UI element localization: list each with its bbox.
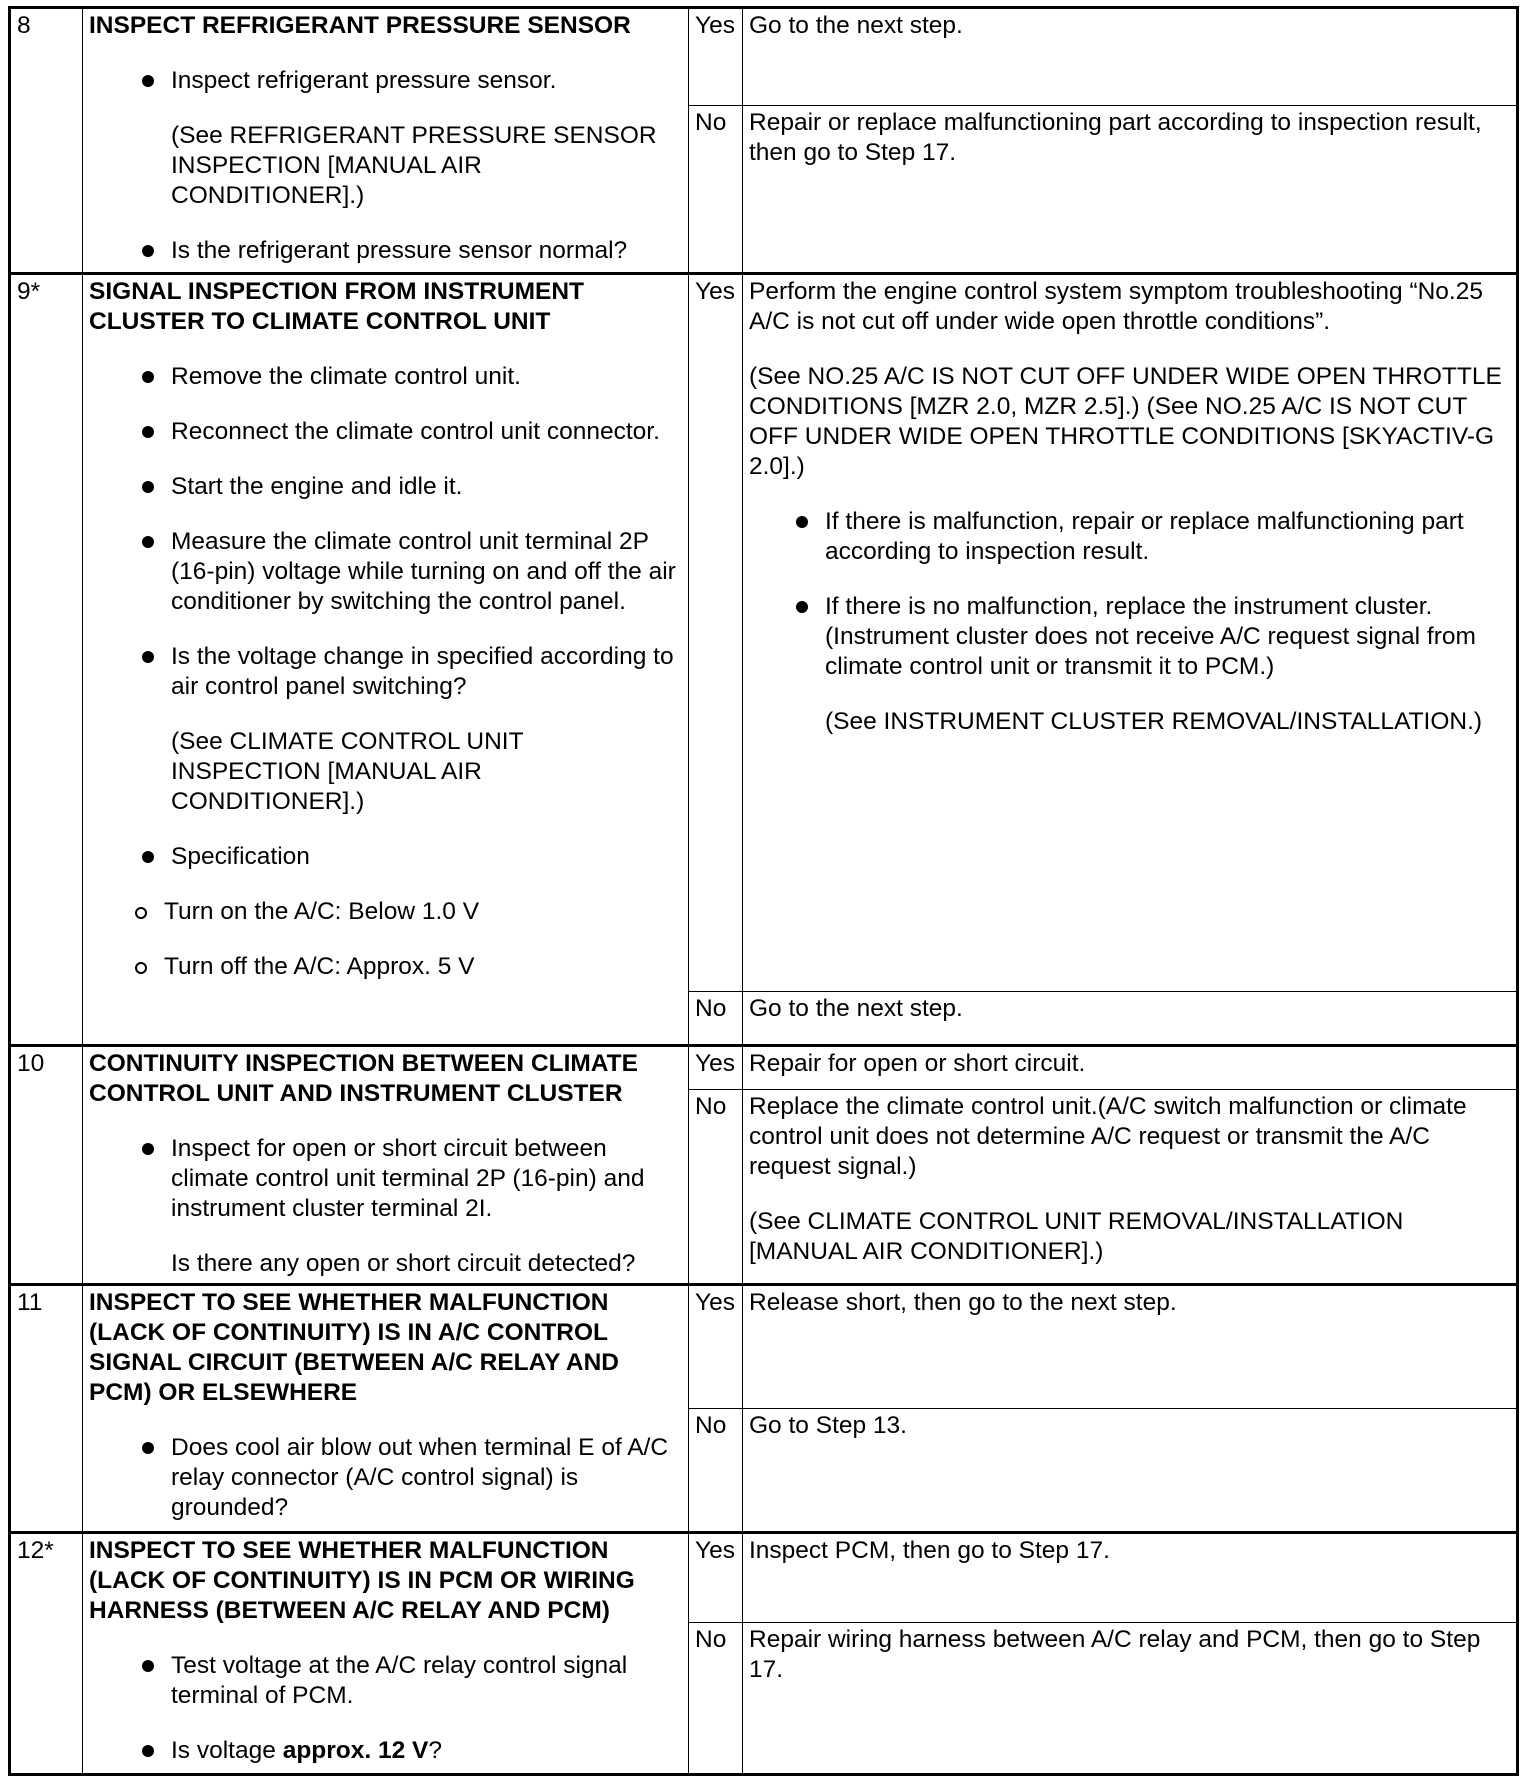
result-bullet bbox=[825, 592, 1510, 737]
no-result bbox=[743, 1089, 1518, 1284]
action-bullet: Reconnect the climate control unit connector. bbox=[171, 417, 678, 447]
action-bullet bbox=[164, 842, 678, 982]
action-list bbox=[89, 362, 678, 982]
action-text: Is voltage bbox=[171, 1737, 283, 1764]
spec-list bbox=[89, 897, 678, 982]
yes-result: Inspect PCM, then go to Step 17. bbox=[743, 1533, 1518, 1623]
action-bullet: Measure the climate control unit terminal 2P (16-pin) voltage while turning on and off the air conditioner by switching the control panel. bbox=[171, 527, 678, 617]
no-label: No bbox=[689, 1623, 743, 1775]
no-label: No bbox=[689, 1089, 743, 1284]
no-result: Repair wiring harness between A/C relay and PCM, then go to Step 17. bbox=[743, 1623, 1518, 1775]
no-result: Go to the next step. bbox=[743, 992, 1518, 1046]
troubleshooting-sheet bbox=[8, 6, 1516, 1776]
see-reference: (See CLIMATE CONTROL UNIT REMOVAL/INSTALLATION [MANUAL AIR CONDITIONER].) bbox=[749, 1207, 1404, 1265]
no-result: Go to Step 13. bbox=[743, 1409, 1518, 1533]
step-title: CONTINUITY INSPECTION BETWEEN CLIMATE CONTROL UNIT AND INSTRUMENT CLUSTER bbox=[89, 1050, 638, 1107]
step-title: INSPECT TO SEE WHETHER MALFUNCTION (LACK OF CONTINUITY) IS IN PCM OR WIRING HARNESS (BETWEEN A/C RELAY AND PCM) bbox=[89, 1537, 635, 1624]
action-list bbox=[89, 1433, 678, 1523]
action-list bbox=[89, 1134, 678, 1224]
result-text: If there is no malfunction, replace the instrument cluster. (Instrument cluster does not receive A/C request signal from climate control unit or transmit it to PCM.) bbox=[825, 593, 1476, 680]
no-label: No bbox=[689, 1409, 743, 1533]
action-list bbox=[89, 1651, 678, 1766]
action-bullet bbox=[171, 66, 678, 211]
step-action bbox=[83, 1046, 689, 1285]
yes-label: Yes bbox=[689, 1533, 743, 1623]
see-reference: (See INSTRUMENT CLUSTER REMOVAL/INSTALLATION.) bbox=[825, 708, 1483, 735]
step-title: SIGNAL INSPECTION FROM INSTRUMENT CLUSTER TO CLIMATE CONTROL UNIT bbox=[89, 278, 585, 335]
step-10-row-yes bbox=[10, 1046, 1518, 1090]
no-result-text: Replace the climate control unit.(A/C switch malfunction or climate control unit does not determine A/C request or transmit the A/C request signal.) bbox=[749, 1092, 1467, 1180]
spec-item: Turn off the A/C: Approx. 5 V bbox=[164, 952, 678, 982]
result-bullet: If there is malfunction, repair or replace malfunctioning part according to inspection result. bbox=[825, 507, 1510, 567]
step-8-row-yes bbox=[10, 8, 1518, 106]
yes-result: Go to the next step. bbox=[743, 8, 1518, 106]
see-reference: (See CLIMATE CONTROL UNIT INSPECTION [MANUAL AIR CONDITIONER].) bbox=[171, 728, 524, 815]
troubleshooting-table bbox=[8, 6, 1519, 1776]
action-text: Specification bbox=[171, 843, 310, 870]
yes-label: Yes bbox=[689, 1046, 743, 1090]
step-action bbox=[83, 1285, 689, 1533]
result-list bbox=[749, 507, 1510, 737]
question-text: Is there any open or short circuit detected? bbox=[171, 1250, 636, 1277]
yes-result: Repair for open or short circuit. bbox=[743, 1046, 1518, 1090]
step-number: 11 bbox=[10, 1285, 83, 1533]
no-label: No bbox=[689, 992, 743, 1046]
step-title: INSPECT REFRIGERANT PRESSURE SENSOR bbox=[89, 12, 631, 39]
action-bullet bbox=[171, 1736, 678, 1766]
see-reference: (See NO.25 A/C IS NOT CUT OFF UNDER WIDE OPEN THROTTLE CONDITIONS [MZR 2.0, MZR 2.5].) (See NO.25 A/C IS NOT CUT OFF UNDER WIDE OPEN THROTTLE CONDITIONS [SKYACTIV-G 2.0].) bbox=[749, 363, 1502, 480]
spec-value: approx. 12 V bbox=[282, 1737, 429, 1764]
yes-result-text: Perform the engine control system symptom troubleshooting “No.25 A/C is not cut off under wide open throttle conditions”. bbox=[749, 278, 1483, 335]
action-bullet: Inspect for open or short circuit between climate control unit terminal 2P (16-pin) and instrument cluster terminal 2I. bbox=[171, 1134, 678, 1224]
action-bullet: Start the engine and idle it. bbox=[171, 472, 678, 502]
step-number: 9* bbox=[10, 274, 83, 1046]
action-bullet bbox=[171, 642, 678, 817]
step-number: 10 bbox=[10, 1046, 83, 1285]
action-text: ? bbox=[428, 1737, 443, 1764]
step-9-row-yes bbox=[10, 274, 1518, 992]
yes-label: Yes bbox=[689, 274, 743, 992]
step-action bbox=[83, 8, 689, 274]
no-result: Repair or replace malfunctioning part according to inspection result, then go to Step 17. bbox=[743, 106, 1518, 274]
yes-result: Release short, then go to the next step. bbox=[743, 1285, 1518, 1409]
step-action bbox=[83, 1533, 689, 1775]
action-list bbox=[89, 66, 678, 266]
yes-result bbox=[743, 274, 1518, 992]
see-reference: (See REFRIGERANT PRESSURE SENSOR INSPECTION [MANUAL AIR CONDITIONER].) bbox=[171, 122, 657, 209]
step-number: 8 bbox=[10, 8, 83, 274]
action-text: Is the voltage change in specified according to air control panel switching? bbox=[171, 643, 674, 700]
action-bullet: Is the refrigerant pressure sensor normal? bbox=[171, 236, 678, 266]
step-number: 12* bbox=[10, 1533, 83, 1775]
action-bullet: Does cool air blow out when terminal E of A/C relay connector (A/C control signal) is grounded? bbox=[171, 1433, 678, 1523]
step-title: INSPECT TO SEE WHETHER MALFUNCTION (LACK OF CONTINUITY) IS IN A/C CONTROL SIGNAL CIRCUIT (BETWEEN A/C RELAY AND PCM) OR ELSEWHERE bbox=[89, 1289, 619, 1406]
yes-label: Yes bbox=[689, 8, 743, 106]
action-text: Inspect refrigerant pressure sensor. bbox=[171, 67, 557, 94]
step-action bbox=[83, 274, 689, 1046]
step-12-row-yes bbox=[10, 1533, 1518, 1623]
step-11-row-yes bbox=[10, 1285, 1518, 1409]
no-label: No bbox=[689, 106, 743, 274]
action-bullet: Remove the climate control unit. bbox=[171, 362, 678, 392]
yes-label: Yes bbox=[689, 1285, 743, 1409]
spec-item: Turn on the A/C: Below 1.0 V bbox=[164, 897, 678, 927]
action-bullet: Test voltage at the A/C relay control signal terminal of PCM. bbox=[171, 1651, 678, 1711]
